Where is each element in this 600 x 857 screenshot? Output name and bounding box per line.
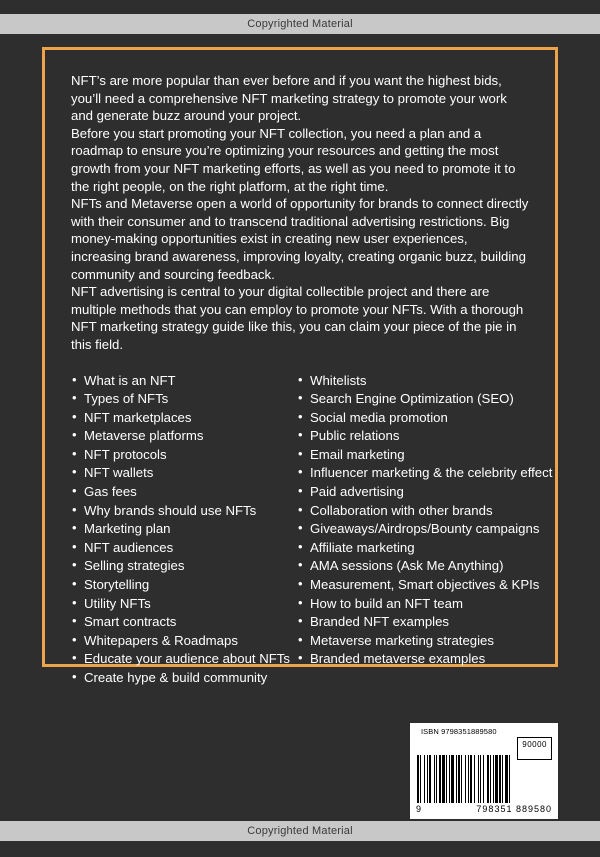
book-description (71, 72, 531, 354)
list-item: • Affiliate marketing (297, 539, 547, 558)
list-item: • Metaverse marketing strategies (297, 632, 547, 651)
list-item: • Social media promotion (297, 409, 547, 428)
isbn-label: ISBN 9798351889580 (421, 727, 497, 736)
list-item: • Gas fees (71, 483, 297, 502)
list-item: • Metaverse platforms (71, 427, 297, 446)
list-item: • NFT audiences (71, 539, 297, 558)
list-item: • Whitelists (297, 372, 547, 391)
list-item: • What is an NFT (71, 372, 297, 391)
list-item: • Branded metaverse examples (297, 650, 547, 669)
list-item: • NFT wallets (71, 464, 297, 483)
barcode-digit-left: 9 (416, 804, 423, 814)
list-item: • Whitepapers & Roadmaps (71, 632, 297, 651)
list-item: • Educate your audience about NFTs (71, 650, 297, 669)
description-paragraph-2: Before you start promoting your NFT collection, you need a plan and a roadmap to ensure you’re optimizing your resources and getting the most growth from your NFT marketing efforts, as well as you need to promote it to the right people, on the right platform, at the right time. (71, 125, 516, 194)
list-item: • Influencer marketing & the celebrity effect (297, 464, 547, 483)
copyright-notice-bottom: Copyrighted Material (0, 821, 600, 841)
barcode-bars (417, 755, 551, 803)
barcode (410, 723, 558, 819)
topics-section (71, 372, 553, 688)
list-item: • How to build an NFT team (297, 595, 547, 614)
description-paragraph-4: NFT advertising is central to your digital collectible project and there are multiple methods that you can employ to promote your NFTs. With a thorough NFT marketing strategy guide like this, you can claim your piece of the pie in this field. (71, 284, 524, 352)
list-item: • Selling strategies (71, 557, 297, 576)
list-item: • Branded NFT examples (297, 613, 547, 632)
cover-content-frame (42, 47, 558, 685)
list-item: • Paid advertising (297, 483, 547, 502)
copyright-notice-top: Copyrighted Material (0, 14, 600, 34)
description-paragraph-3: NFTs and Metaverse open a world of opportunity for brands to connect directly with their consumer and to transcend traditional advertising restrictions. Big money-making opportunities exist in creating new user experiences, increasing brand awareness, improving loyalty, creating organic buzz, building community and sourcing feedback. (71, 196, 529, 282)
description-paragraph-1: NFT’s are more popular than ever before and if you want the highest bids, you’ll need a comprehensive NFT marketing strategy to promote your work and generate buzz around your project. (71, 73, 507, 124)
list-item: • AMA sessions (Ask Me Anything) (297, 557, 547, 576)
list-item: • NFT marketplaces (71, 409, 297, 428)
list-item: • Utility NFTs (71, 595, 297, 614)
barcode-digits (416, 804, 552, 814)
list-item: • Types of NFTs (71, 390, 297, 409)
list-item: • Email marketing (297, 446, 547, 465)
list-item: • Collaboration with other brands (297, 502, 547, 521)
price-code: 90000 (517, 737, 552, 760)
list-item: • NFT protocols (71, 446, 297, 465)
list-item: • Marketing plan (71, 520, 297, 539)
list-item: • Public relations (297, 427, 547, 446)
topics-right-column (297, 372, 553, 688)
list-item: • Measurement, Smart objectives & KPIs (297, 576, 547, 595)
list-item: • Storytelling (71, 576, 297, 595)
list-item: • Search Engine Optimization (SEO) (297, 390, 547, 409)
list-item: • Smart contracts (71, 613, 297, 632)
topics-left-column (71, 372, 297, 688)
list-item: • Create hype & build community (71, 669, 297, 688)
list-item: • Giveaways/Airdrops/Bounty campaigns (297, 520, 547, 539)
barcode-digit-right: 798351 889580 (476, 804, 552, 814)
list-item: • Why brands should use NFTs (71, 502, 297, 521)
